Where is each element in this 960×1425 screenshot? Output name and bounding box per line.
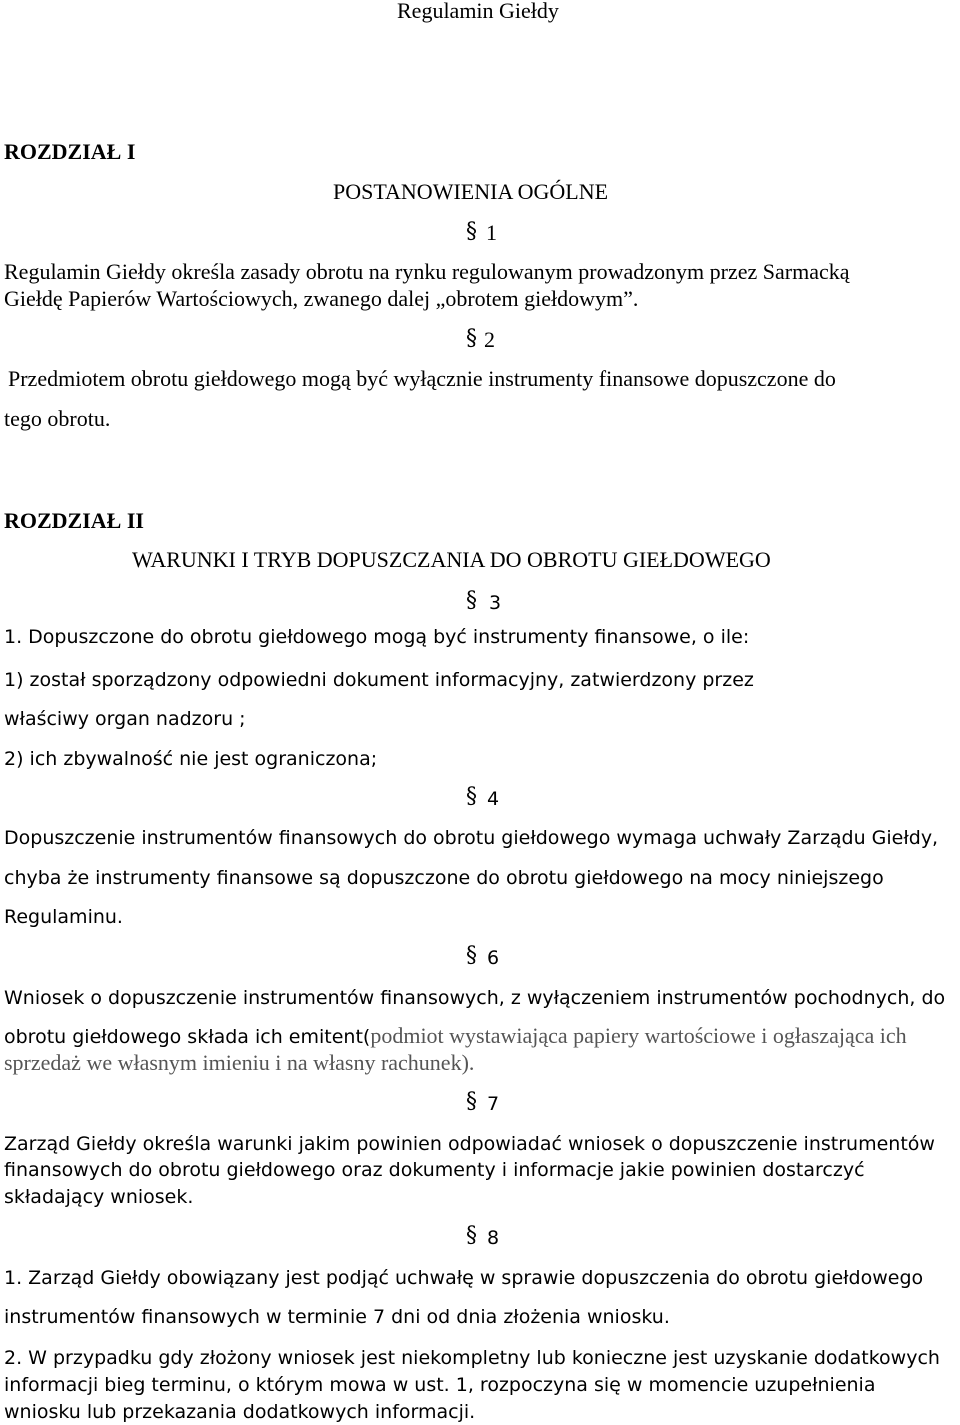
section-sign: § (466, 588, 477, 613)
paragraph-line: Zarząd Giełdy określa warunki jakim powinien odpowiadać wniosek o dopuszczenie instrumentów (4, 1133, 935, 1155)
list-item-line: 2) ich zbywalność nie jest ograniczona; (4, 748, 378, 770)
section-sign: § (466, 326, 477, 351)
section-number: 3 (489, 592, 502, 614)
chapter-1-heading: ROZDZIAŁ I (4, 139, 136, 164)
paragraph-line: Dopuszczenie instrumentów finansowych do obrotu giełdowego wymaga uchwały Zarządu Giełdy, (4, 827, 939, 849)
paragraph-line: Regulamin Giełdy określa zasady obrotu na rynku regulowanym prowadzonym przez Sarmacką (4, 259, 850, 284)
paragraph-line: chyba że instrumenty finansowe są dopuszczone do obrotu giełdowego na mocy niniejszego (4, 867, 884, 889)
chapter-1-subheading: POSTANOWIENIA OGÓLNE (333, 179, 609, 204)
paragraph-line: składający wniosek. (4, 1186, 194, 1208)
section-sign: § (466, 219, 477, 244)
document-title: Regulamin Giełdy (397, 0, 559, 23)
list-item-line: 1) został sporządzony odpowiedni dokument informacyjny, zatwierdzony przez (4, 669, 754, 691)
section-sign: § (466, 943, 477, 968)
section-sign: § (466, 784, 477, 809)
section-number: 8 (487, 1227, 500, 1249)
section-number: 7 (487, 1093, 500, 1115)
paragraph-line: obrotu giełdowego składa ich emitent(podmiot wystawiająca papiery wartościowe i ogłaszająca ich (4, 1023, 907, 1048)
chapter-2-heading: ROZDZIAŁ II (4, 508, 144, 533)
list-item-line: właściwy organ nadzoru ; (4, 708, 246, 730)
paragraph-line: 2. W przypadku gdy złożony wniosek jest niekompletny lub konieczne jest uzyskanie dodatkowych (4, 1347, 940, 1369)
section-number: 6 (487, 947, 500, 969)
section-sign: § (466, 1223, 477, 1248)
paragraph-line: sprzedaż we własnym imieniu i na własny rachunek). (4, 1050, 475, 1075)
paragraph-line: Giełdę Papierów Wartościowych, zwanego dalej „obrotem giełdowym”. (4, 286, 639, 311)
paragraph-line: finansowych do obrotu giełdowego oraz dokumenty i informacje jakie powinien dostarczyć (4, 1159, 865, 1181)
paragraph-line: informacji bieg terminu, o którym mowa w ust. 1, rozpoczyna się w momencie uzupełnienia (4, 1374, 876, 1396)
section-sign: § (466, 1089, 477, 1114)
paragraph-line: instrumentów finansowych w terminie 7 dni od dnia złożenia wniosku. (4, 1306, 670, 1328)
chapter-2-subheading: WARUNKI I TRYB DOPUSZCZANIA DO OBROTU GIEŁDOWEGO (132, 547, 771, 572)
paragraph-line: wniosku lub przekazania dodatkowych informacji. (4, 1401, 476, 1423)
paragraph-line: Regulaminu. (4, 906, 123, 928)
paragraph-line: Wniosek o dopuszczenie instrumentów finansowych, z wyłączeniem instrumentów pochodnych, do (4, 987, 946, 1009)
paragraph-line: 1. Zarząd Giełdy obowiązany jest podjąć uchwałę w sprawie dopuszczenia do obrotu giełdowego (4, 1267, 924, 1289)
paragraph-line: Przedmiotem obrotu giełdowego mogą być wyłącznie instrumenty finansowe dopuszczone do (8, 366, 836, 391)
paragraph-line: 1. Dopuszczone do obrotu giełdowego mogą być instrumenty finansowe, o ile: (4, 626, 750, 648)
paragraph-line: tego obrotu. (4, 406, 111, 431)
section-number: 1 (486, 220, 497, 245)
section-number: 2 (484, 327, 495, 352)
section-number: 4 (487, 788, 500, 810)
